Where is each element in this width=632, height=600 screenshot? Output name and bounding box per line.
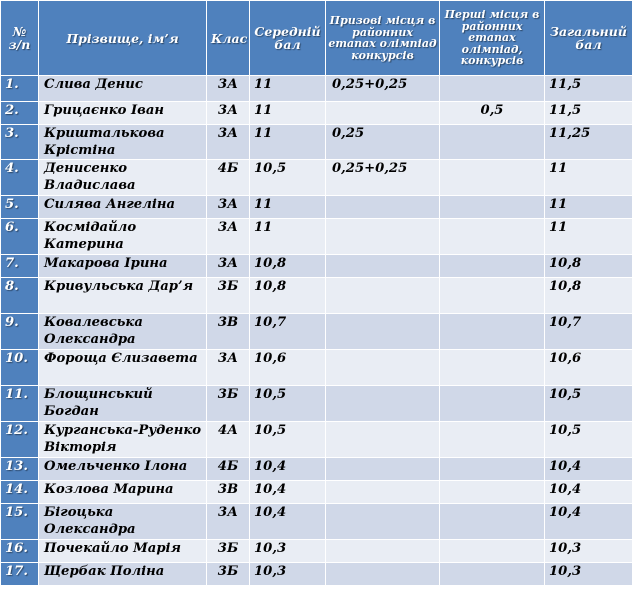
header-name: Прізвище, ім’я (39, 1, 207, 76)
cell-first (440, 196, 545, 219)
header-class: Клас (207, 1, 250, 76)
cell-avg: 10,8 (250, 278, 326, 314)
cell-avg: 10,6 (250, 350, 326, 386)
cell-avg: 11 (250, 196, 326, 219)
cell-total: 10,4 (545, 458, 632, 481)
cell-num: 6. (1, 219, 39, 255)
cell-prize (326, 314, 440, 350)
cell-first (440, 422, 545, 458)
cell-first: 0,5 (440, 102, 545, 125)
table-row (1, 386, 632, 422)
cell-num: 11. (1, 386, 39, 422)
cell-name: Курганська-Руденко Вікторія (39, 422, 207, 458)
cell-avg: 10,4 (250, 481, 326, 504)
cell-prize (326, 350, 440, 386)
cell-num: 3. (1, 125, 39, 160)
cell-first (440, 504, 545, 540)
table-row (1, 255, 632, 278)
cell-name: Козлова Марина (39, 481, 207, 504)
cell-total: 10,7 (545, 314, 632, 350)
cell-first (440, 255, 545, 278)
cell-avg: 10,4 (250, 458, 326, 481)
cell-first (440, 540, 545, 563)
table-row (1, 196, 632, 219)
cell-num: 1. (1, 76, 39, 102)
cell-first (440, 563, 545, 586)
cell-prize (326, 278, 440, 314)
header-avg: Середній бал (250, 1, 326, 76)
cell-first (440, 481, 545, 504)
cell-num: 17. (1, 563, 39, 586)
cell-first (440, 386, 545, 422)
table-row (1, 504, 632, 540)
cell-num: 16. (1, 540, 39, 563)
cell-avg: 10,5 (250, 386, 326, 422)
cell-total: 11 (545, 219, 632, 255)
cell-avg: 10,5 (250, 160, 326, 196)
cell-prize (326, 540, 440, 563)
cell-prize (326, 386, 440, 422)
table-row (1, 481, 632, 504)
cell-first (440, 125, 545, 160)
cell-first (440, 278, 545, 314)
cell-avg: 10,5 (250, 422, 326, 458)
cell-class: 3А (207, 255, 250, 278)
cell-name: Грицаєнко Іван (39, 102, 207, 125)
cell-avg: 10,4 (250, 504, 326, 540)
cell-total: 11 (545, 196, 632, 219)
header-row (1, 1, 632, 76)
cell-avg: 11 (250, 102, 326, 125)
header-prize: Призові місця в районних етапах олімпіад конкурсів (326, 1, 440, 76)
cell-name: Макарова Ірина (39, 255, 207, 278)
cell-avg: 10,8 (250, 255, 326, 278)
cell-total: 10,5 (545, 386, 632, 422)
cell-name: Щербак Поліна (39, 563, 207, 586)
cell-class: 3А (207, 504, 250, 540)
cell-prize (326, 102, 440, 125)
cell-num: 12. (1, 422, 39, 458)
cell-name: Блощинський Богдан (39, 386, 207, 422)
cell-name: Денисенко Владислава (39, 160, 207, 196)
cell-class: 3А (207, 219, 250, 255)
cell-total: 10,3 (545, 563, 632, 586)
cell-name: Бігоцька Олександра (39, 504, 207, 540)
cell-class: 3Б (207, 278, 250, 314)
cell-name: Кривульська Дар’я (39, 278, 207, 314)
cell-num: 10. (1, 350, 39, 386)
cell-num: 9. (1, 314, 39, 350)
cell-total: 10,6 (545, 350, 632, 386)
cell-name: Омельченко Ілона (39, 458, 207, 481)
table-row (1, 540, 632, 563)
table-row (1, 219, 632, 255)
cell-prize (326, 255, 440, 278)
cell-total: 10,4 (545, 481, 632, 504)
cell-first (440, 76, 545, 102)
table-row (1, 102, 632, 125)
cell-total: 10,8 (545, 278, 632, 314)
cell-prize (326, 504, 440, 540)
cell-total: 11,25 (545, 125, 632, 160)
cell-prize (326, 196, 440, 219)
cell-num: 15. (1, 504, 39, 540)
cell-class: 3А (207, 76, 250, 102)
cell-class: 3Б (207, 386, 250, 422)
table-row (1, 76, 632, 102)
cell-num: 4. (1, 160, 39, 196)
cell-class: 3Б (207, 540, 250, 563)
cell-num: 14. (1, 481, 39, 504)
cell-name: Слива Денис (39, 76, 207, 102)
cell-name: Ковалевська Олександра (39, 314, 207, 350)
cell-name: Фороща Єлизавета (39, 350, 207, 386)
table-row (1, 278, 632, 314)
cell-name: Силява Ангеліна (39, 196, 207, 219)
header-first: Перші місця в районних етапах олімпіад, конкурсів (440, 1, 545, 76)
cell-prize: 0,25 (326, 125, 440, 160)
cell-total: 10,4 (545, 504, 632, 540)
cell-class: 3А (207, 350, 250, 386)
cell-class: 3А (207, 125, 250, 160)
cell-class: 4Б (207, 160, 250, 196)
cell-prize (326, 458, 440, 481)
cell-first (440, 458, 545, 481)
cell-prize (326, 563, 440, 586)
cell-total: 11,5 (545, 102, 632, 125)
cell-first (440, 219, 545, 255)
cell-avg: 10,3 (250, 540, 326, 563)
cell-first (440, 350, 545, 386)
header-num: № з/п (1, 1, 39, 76)
table-row (1, 458, 632, 481)
cell-total: 11 (545, 160, 632, 196)
cell-total: 10,3 (545, 540, 632, 563)
cell-class: 3Б (207, 563, 250, 586)
cell-class: 3А (207, 102, 250, 125)
cell-avg: 11 (250, 219, 326, 255)
cell-prize (326, 422, 440, 458)
cell-total: 10,8 (545, 255, 632, 278)
cell-num: 13. (1, 458, 39, 481)
cell-num: 7. (1, 255, 39, 278)
cell-avg: 10,3 (250, 563, 326, 586)
cell-name: Почекайло Марія (39, 540, 207, 563)
cell-avg: 11 (250, 76, 326, 102)
table-row (1, 160, 632, 196)
table-row (1, 350, 632, 386)
cell-class: 3В (207, 314, 250, 350)
cell-num: 5. (1, 196, 39, 219)
table-row (1, 125, 632, 160)
header-total: Загальний бал (545, 1, 632, 76)
cell-prize: 0,25+0,25 (326, 160, 440, 196)
cell-first (440, 160, 545, 196)
table-row (1, 314, 632, 350)
cell-class: 4А (207, 422, 250, 458)
cell-total: 11,5 (545, 76, 632, 102)
cell-total: 10,5 (545, 422, 632, 458)
cell-num: 8. (1, 278, 39, 314)
cell-name: Космідайло Катерина (39, 219, 207, 255)
cell-class: 4Б (207, 458, 250, 481)
table-row (1, 422, 632, 458)
cell-prize (326, 481, 440, 504)
cell-prize: 0,25+0,25 (326, 76, 440, 102)
table-row (1, 563, 632, 586)
cell-avg: 10,7 (250, 314, 326, 350)
cell-prize (326, 219, 440, 255)
cell-avg: 11 (250, 125, 326, 160)
cell-name: Кришталькова Крістіна (39, 125, 207, 160)
cell-first (440, 314, 545, 350)
cell-num: 2. (1, 102, 39, 125)
cell-class: 3В (207, 481, 250, 504)
cell-class: 3А (207, 196, 250, 219)
